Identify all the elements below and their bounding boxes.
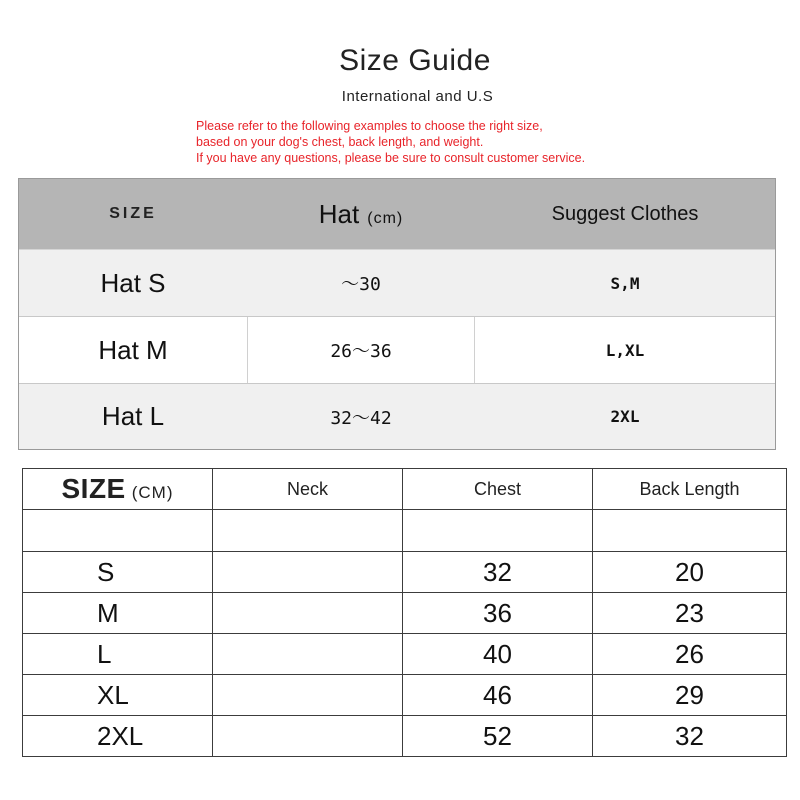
table-cell	[19, 250, 247, 316]
header-size: SIZE	[61, 473, 126, 504]
hat-size-cm: ～30	[341, 274, 381, 295]
hat-suggest-clothes: L,XL	[605, 340, 645, 360]
size-cell: 2XL	[23, 716, 213, 757]
header-cell	[23, 469, 213, 510]
table-cell	[475, 250, 775, 316]
header-hat-label: Hat	[318, 198, 360, 229]
header-cell	[247, 179, 475, 249]
hat-suggest-clothes: S,M	[610, 273, 640, 293]
back-length-cell: 23	[593, 593, 787, 634]
table-row	[23, 510, 787, 552]
table-row	[19, 383, 775, 449]
table-row	[19, 316, 775, 383]
size-cell: XL	[23, 675, 213, 716]
chest-cell: 40	[403, 634, 593, 675]
size-cell: L	[23, 634, 213, 675]
page-title: Size Guide	[339, 44, 491, 77]
chest-cell: 52	[403, 716, 593, 757]
hat-suggest-clothes: 2XL	[610, 407, 640, 426]
size-cell: M	[23, 593, 213, 634]
header-back-length: Back Length	[593, 469, 787, 510]
size-cell: S	[23, 552, 213, 593]
hat-size-cm: 26～36	[330, 341, 392, 362]
header-size: SIZE	[109, 205, 157, 222]
back-length-cell: 32	[593, 716, 787, 757]
table-row	[23, 552, 787, 593]
header-cell	[19, 179, 247, 249]
hat-table-header	[19, 179, 775, 249]
table-row	[19, 249, 775, 316]
table-cell	[247, 384, 475, 449]
table-cell	[247, 317, 475, 383]
header-hat	[319, 199, 403, 230]
header-neck: Neck	[213, 469, 403, 510]
hat-size-name: Hat M	[98, 334, 168, 365]
table-cell	[19, 317, 247, 383]
table-row	[23, 675, 787, 716]
header-cell	[475, 179, 775, 249]
table-cell	[403, 510, 593, 552]
header-hat-unit: (cm)	[367, 209, 404, 227]
table-cell	[19, 384, 247, 449]
header-size-unit: (CM)	[131, 483, 174, 502]
note-line: Please refer to the following examples to choose the right size,	[196, 119, 543, 133]
back-length-cell: 20	[593, 552, 787, 593]
page-subtitle: International and U.S	[341, 88, 494, 105]
size-notes	[196, 118, 716, 166]
table-cell	[247, 250, 475, 316]
table-cell	[23, 510, 213, 552]
header-suggest: Suggest Clothes	[551, 202, 699, 225]
clothing-size-table	[22, 468, 787, 757]
table-cell	[213, 510, 403, 552]
neck-cell	[213, 675, 403, 716]
table-cell	[475, 317, 775, 383]
table-cell	[475, 384, 775, 449]
note-line: based on your dog's chest, back length, and weight.	[196, 135, 484, 149]
chest-cell: 32	[403, 552, 593, 593]
back-length-cell: 29	[593, 675, 787, 716]
header-chest: Chest	[403, 469, 593, 510]
hat-size-table	[18, 178, 776, 450]
table-row	[23, 716, 787, 757]
neck-cell	[213, 634, 403, 675]
table-row	[23, 634, 787, 675]
hat-size-name: Hat L	[101, 401, 165, 431]
hat-size-cm: 32～42	[330, 407, 392, 429]
back-length-cell: 26	[593, 634, 787, 675]
chest-cell: 36	[403, 593, 593, 634]
table-row	[23, 593, 787, 634]
neck-cell	[213, 716, 403, 757]
chest-cell: 46	[403, 675, 593, 716]
neck-cell	[213, 593, 403, 634]
neck-cell	[213, 552, 403, 593]
note-line: If you have any questions, please be sure to consult customer service.	[196, 151, 586, 165]
hat-size-name: Hat S	[100, 267, 166, 298]
table-header-row	[23, 469, 787, 510]
table-cell	[593, 510, 787, 552]
